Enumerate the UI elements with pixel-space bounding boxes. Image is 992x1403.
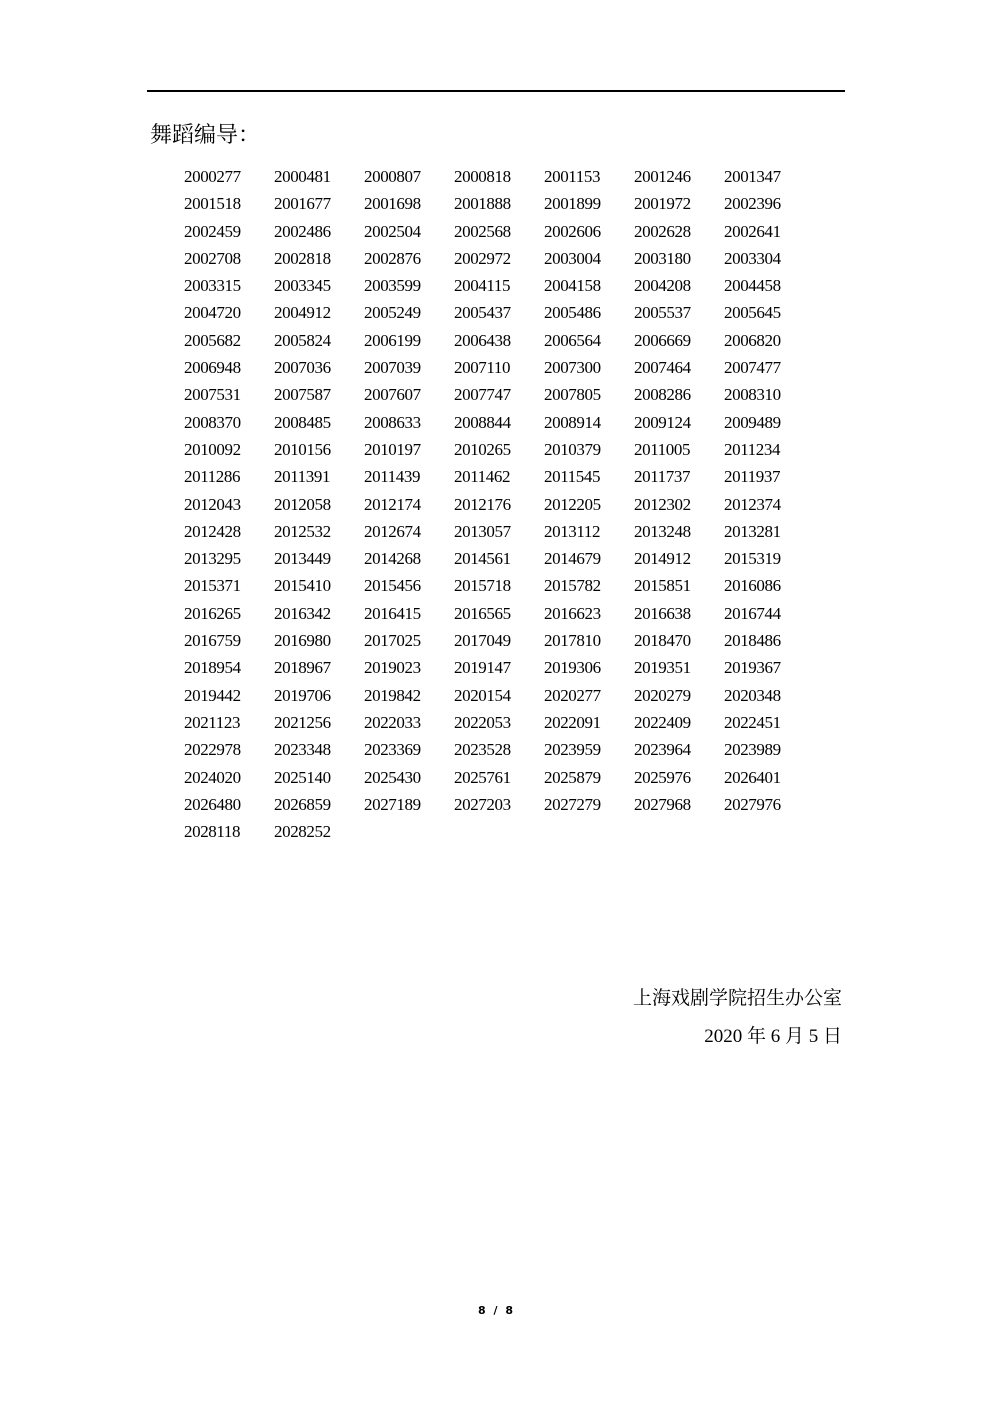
issue-date: 2020 年 6 月 5 日 bbox=[704, 1026, 842, 1047]
admission-id: 2011286 bbox=[184, 467, 241, 487]
admission-id: 2007300 bbox=[544, 358, 601, 378]
admission-id: 2002708 bbox=[184, 248, 241, 268]
admission-id: 2006669 bbox=[634, 330, 691, 350]
admission-id: 2000807 bbox=[364, 167, 421, 186]
admission-id: 2016744 bbox=[724, 603, 781, 623]
admission-id: 2010092 bbox=[184, 439, 241, 459]
admission-id: 2003004 bbox=[544, 248, 601, 268]
admission-id: 2013057 bbox=[454, 521, 511, 541]
admission-id: 2007607 bbox=[364, 385, 421, 405]
admission-id: 2002459 bbox=[184, 221, 241, 241]
admission-id: 2000481 bbox=[274, 167, 331, 186]
admission-id: 2016638 bbox=[634, 603, 691, 623]
admission-id: 2008844 bbox=[454, 412, 511, 432]
admission-id: 2006948 bbox=[184, 358, 241, 378]
admission-id: 2001677 bbox=[274, 194, 331, 214]
admission-id: 2001899 bbox=[544, 194, 601, 214]
admission-id: 2012532 bbox=[274, 521, 331, 541]
admission-id: 2015371 bbox=[184, 576, 241, 596]
admission-id: 2012176 bbox=[454, 494, 511, 514]
admission-id: 2017810 bbox=[544, 631, 601, 651]
admission-id: 2015456 bbox=[364, 576, 421, 596]
admission-id: 2012428 bbox=[184, 521, 241, 541]
admission-id: 2020154 bbox=[454, 685, 511, 705]
admission-id: 2012058 bbox=[274, 494, 331, 514]
admission-id: 2003315 bbox=[184, 276, 241, 296]
admission-id: 2025879 bbox=[544, 767, 601, 787]
admission-id: 2010379 bbox=[544, 439, 601, 459]
admission-id: 2017049 bbox=[454, 631, 511, 651]
admission-id: 2001153 bbox=[544, 167, 601, 186]
admission-id: 2015319 bbox=[724, 549, 781, 569]
admission-id: 2010156 bbox=[274, 439, 331, 459]
admission-id: 2011545 bbox=[544, 467, 601, 487]
admission-id: 2018967 bbox=[274, 658, 331, 678]
admission-id: 2016086 bbox=[724, 576, 781, 596]
admission-id: 2012043 bbox=[184, 494, 241, 514]
admission-id: 2001888 bbox=[454, 194, 511, 214]
admission-id: 2023528 bbox=[454, 740, 511, 760]
admission-id: 2027189 bbox=[364, 794, 421, 814]
admission-id: 2005824 bbox=[274, 330, 331, 350]
admission-id: 2007039 bbox=[364, 358, 421, 378]
admission-id: 2019442 bbox=[184, 685, 241, 705]
admission-id: 2011391 bbox=[274, 467, 331, 487]
admission-id: 2019351 bbox=[634, 658, 691, 678]
admission-id: 2002486 bbox=[274, 221, 331, 241]
admission-id: 2022033 bbox=[364, 712, 421, 732]
admission-id: 2005249 bbox=[364, 303, 421, 323]
admission-id: 2026401 bbox=[724, 767, 781, 787]
admission-id: 2005645 bbox=[724, 303, 781, 323]
admission-id: 2004208 bbox=[634, 276, 691, 296]
admission-id: 2005682 bbox=[184, 330, 241, 350]
admission-id: 2014561 bbox=[454, 549, 511, 569]
admission-id: 2012374 bbox=[724, 494, 781, 514]
admission-id: 2006820 bbox=[724, 330, 781, 350]
admission-id: 2013295 bbox=[184, 549, 241, 569]
admission-id: 2004115 bbox=[454, 276, 511, 296]
admission-id: 2019306 bbox=[544, 658, 601, 678]
admission-id: 2018470 bbox=[634, 631, 691, 651]
admission-id: 2020348 bbox=[724, 685, 781, 705]
admission-id: 2006199 bbox=[364, 330, 421, 350]
admission-id: 2022053 bbox=[454, 712, 511, 732]
admission-id: 2007531 bbox=[184, 385, 241, 405]
admission-id: 2007747 bbox=[454, 385, 511, 405]
admission-id: 2013449 bbox=[274, 549, 331, 569]
admission-id: 2008370 bbox=[184, 412, 241, 432]
admission-id: 2001246 bbox=[634, 167, 691, 186]
admission-id: 2016265 bbox=[184, 603, 241, 623]
admission-id: 2003599 bbox=[364, 276, 421, 296]
admission-id: 2008286 bbox=[634, 385, 691, 405]
admission-id: 2007464 bbox=[634, 358, 691, 378]
admission-id: 2003180 bbox=[634, 248, 691, 268]
admission-id: 2004912 bbox=[274, 303, 331, 323]
admission-id: 2010265 bbox=[454, 439, 511, 459]
admission-id: 2008485 bbox=[274, 412, 331, 432]
admission-id: 2012674 bbox=[364, 521, 421, 541]
admission-id: 2001347 bbox=[724, 167, 781, 186]
admission-id: 2022091 bbox=[544, 712, 601, 732]
admission-id: 2012205 bbox=[544, 494, 601, 514]
admission-id: 2016415 bbox=[364, 603, 421, 623]
admission-id: 2016980 bbox=[274, 631, 331, 651]
admission-id: 2022409 bbox=[634, 712, 691, 732]
admission-id: 2011005 bbox=[634, 439, 691, 459]
admission-id: 2003345 bbox=[274, 276, 331, 296]
admission-id: 2012174 bbox=[364, 494, 421, 514]
admission-id: 2027976 bbox=[724, 794, 781, 814]
admission-id: 2014679 bbox=[544, 549, 601, 569]
admission-id: 2025761 bbox=[454, 767, 511, 787]
admission-id: 2024020 bbox=[184, 767, 241, 787]
admission-id: 2002876 bbox=[364, 248, 421, 268]
admission-id: 2001972 bbox=[634, 194, 691, 214]
admission-id: 2004720 bbox=[184, 303, 241, 323]
admission-id: 2016759 bbox=[184, 631, 241, 651]
admission-id: 2005437 bbox=[454, 303, 511, 323]
admission-id: 2007110 bbox=[454, 358, 511, 378]
admission-id: 2027203 bbox=[454, 794, 511, 814]
admission-id: 2023369 bbox=[364, 740, 421, 760]
admission-id: 2009489 bbox=[724, 412, 781, 432]
admission-id: 2014912 bbox=[634, 549, 691, 569]
page-number: 8 / 8 bbox=[478, 1304, 514, 1317]
admission-id: 2002504 bbox=[364, 221, 421, 241]
admission-id: 2011462 bbox=[454, 467, 511, 487]
admission-id: 2027279 bbox=[544, 794, 601, 814]
section-title: 舞蹈编导： bbox=[150, 122, 261, 147]
admission-id: 2007036 bbox=[274, 358, 331, 378]
admission-id: 2002628 bbox=[634, 221, 691, 241]
admission-id: 2000818 bbox=[454, 167, 511, 186]
admission-id: 2020277 bbox=[544, 685, 601, 705]
header-rule bbox=[147, 90, 845, 92]
admission-id: 2017025 bbox=[364, 631, 421, 651]
admission-id: 2019147 bbox=[454, 658, 511, 678]
admission-id: 2015410 bbox=[274, 576, 331, 596]
admission-id: 2021256 bbox=[274, 712, 331, 732]
admission-id: 2002641 bbox=[724, 221, 781, 241]
admission-id: 2003304 bbox=[724, 248, 781, 268]
admission-id: 2021123 bbox=[184, 712, 241, 732]
admission-id: 2007477 bbox=[724, 358, 781, 378]
admission-id: 2000277 bbox=[184, 167, 241, 186]
admission-id: 2027968 bbox=[634, 794, 691, 814]
admission-id: 2023959 bbox=[544, 740, 601, 760]
admission-id: 2020279 bbox=[634, 685, 691, 705]
admission-id: 2004158 bbox=[544, 276, 601, 296]
admission-id: 2015782 bbox=[544, 576, 601, 596]
issuing-office: 上海戏剧学院招生办公室 bbox=[632, 988, 842, 1009]
admission-id: 2025430 bbox=[364, 767, 421, 787]
admission-id: 2016565 bbox=[454, 603, 511, 623]
admission-id: 2023964 bbox=[634, 740, 691, 760]
admission-id: 2002972 bbox=[454, 248, 511, 268]
admission-id: 2015718 bbox=[454, 576, 511, 596]
admission-id: 2007805 bbox=[544, 385, 601, 405]
admission-id: 2008310 bbox=[724, 385, 781, 405]
admission-id: 2013281 bbox=[724, 521, 781, 541]
admission-id: 2005537 bbox=[634, 303, 691, 323]
admission-id: 2019023 bbox=[364, 658, 421, 678]
admission-id: 2019367 bbox=[724, 658, 781, 678]
admission-id: 2025976 bbox=[634, 767, 691, 787]
admission-id: 2008633 bbox=[364, 412, 421, 432]
admission-id: 2016342 bbox=[274, 603, 331, 623]
admission-id: 2023348 bbox=[274, 740, 331, 760]
admission-id: 2015851 bbox=[634, 576, 691, 596]
admission-id: 2011737 bbox=[634, 467, 691, 487]
admission-id: 2006564 bbox=[544, 330, 601, 350]
admission-id-list bbox=[184, 165, 824, 847]
admission-id: 2001518 bbox=[184, 194, 241, 214]
admission-id: 2007587 bbox=[274, 385, 331, 405]
admission-id: 2028252 bbox=[274, 822, 331, 842]
admission-id: 2012302 bbox=[634, 494, 691, 514]
admission-id: 2002818 bbox=[274, 248, 331, 268]
admission-id: 2018486 bbox=[724, 631, 781, 651]
admission-id: 2019706 bbox=[274, 685, 331, 705]
admission-id: 2010197 bbox=[364, 439, 421, 459]
admission-id: 2002568 bbox=[454, 221, 511, 241]
admission-id: 2016623 bbox=[544, 603, 601, 623]
admission-id: 2013112 bbox=[544, 521, 601, 541]
admission-id: 2002396 bbox=[724, 194, 781, 214]
admission-id: 2011439 bbox=[364, 467, 421, 487]
admission-id: 2022451 bbox=[724, 712, 781, 732]
admission-id: 2013248 bbox=[634, 521, 691, 541]
admission-id: 2028118 bbox=[184, 822, 241, 842]
admission-id: 2026859 bbox=[274, 794, 331, 814]
admission-id: 2001698 bbox=[364, 194, 421, 214]
admission-id: 2006438 bbox=[454, 330, 511, 350]
admission-id: 2009124 bbox=[634, 412, 691, 432]
admission-id: 2022978 bbox=[184, 740, 241, 760]
admission-id: 2002606 bbox=[544, 221, 601, 241]
admission-id: 2014268 bbox=[364, 549, 421, 569]
admission-id: 2023989 bbox=[724, 740, 781, 760]
admission-id: 2011234 bbox=[724, 439, 781, 459]
admission-id: 2008914 bbox=[544, 412, 601, 432]
admission-id: 2025140 bbox=[274, 767, 331, 787]
admission-id: 2011937 bbox=[724, 467, 781, 487]
admission-id: 2004458 bbox=[724, 276, 781, 296]
admission-id: 2026480 bbox=[184, 794, 241, 814]
admission-id: 2018954 bbox=[184, 658, 241, 678]
admission-id: 2005486 bbox=[544, 303, 601, 323]
admission-id: 2019842 bbox=[364, 685, 421, 705]
